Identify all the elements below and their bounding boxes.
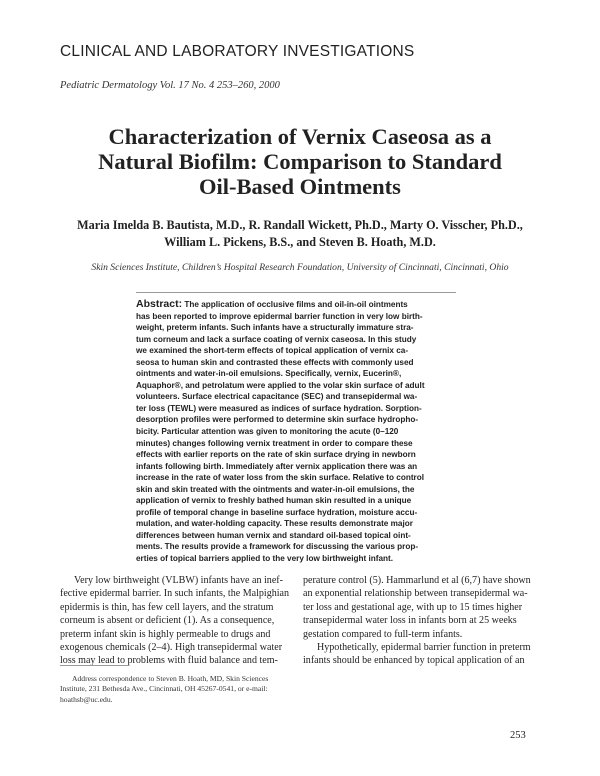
body-line: preterm infant skin is highly permeable to drugs and — [60, 628, 271, 640]
body-line: gestation compared to full-term infants. — [303, 628, 463, 640]
body-line: Very low birthweight (VLBW) infants have an inef- — [74, 575, 283, 586]
title-line: Natural Biofilm: Comparison to Standard — [98, 149, 502, 174]
abstract-line: mulation, and water-holding capacity. These results demonstrate major — [136, 519, 413, 529]
footnote-divider — [60, 665, 128, 666]
abstract-line: Aquaphor®, and petrolatum were applied to the volar skin surface of adult — [136, 380, 425, 390]
footnote-line: Address correspondence to Steven B. Hoath, MD, Skin Sciences — [72, 674, 269, 683]
abstract-line: effects with earlier reports on the rate of skin surface drying in newborn — [136, 450, 416, 460]
footnote-line: Institute, 231 Bethesda Ave., Cincinnati, OH 45267-0541, or e-mail: — [60, 684, 268, 694]
body-line: an exponential relationship between transepidermal wa- — [303, 588, 528, 600]
author-line: William L. Pickens, B.S., and Steven B. Hoath, M.D. — [164, 235, 436, 249]
title-line: Characterization of Vernix Caseosa as a — [108, 124, 492, 149]
article-title — [60, 124, 540, 199]
abstract-line: profile of temporal change in baseline surface hydration, moisture accu- — [136, 507, 418, 517]
abstract-line: infants following birth. Immediately after vernix application there was an — [136, 461, 418, 471]
body-line: epidermis is thin, has few cell layers, and the stratum — [60, 601, 274, 613]
footnote-line: hoathsb@uc.edu. — [60, 694, 113, 704]
abstract-line: tum corneum and lack a surface coating of vernix caseosa. In this study — [136, 334, 417, 344]
title-line: Oil-Based Ointments — [199, 174, 401, 199]
author-list — [60, 217, 540, 251]
body-line: fective epidermal barrier. In such infants, the Malpighian — [60, 588, 290, 600]
abstract-label: Abstract: — [136, 298, 183, 310]
body-line: Hypothetically, epidermal barrier function in preterm — [317, 642, 531, 654]
abstract — [136, 299, 456, 565]
body-line: exogenous chemicals (2–4). High transepidermal water — [60, 642, 283, 654]
abstract-line: bicity. Particular attention was given to monitoring the acute (0–120 — [136, 427, 399, 437]
abstract-line: we examined the short-term effects of topical application of vernix ca- — [136, 346, 409, 356]
body-line: perature control (5). Hammarlund et al (6,7) have shown — [303, 575, 531, 586]
abstract-line: increase in the rate of water loss from the skin surface. Relative to control — [136, 473, 425, 483]
abstract-line: ointments and water-in-oil emulsions. Specifically, vernix, Eucerin®, — [136, 369, 402, 379]
page-number: 253 — [510, 730, 526, 741]
abstract-text-start: The application of occlusive films and oil-in-oil ointments — [184, 300, 408, 309]
body-column-left — [60, 574, 300, 668]
body-line: loss may lead to problems with fluid balance and tem- — [60, 655, 278, 667]
abstract-line: minutes) changes following vernix treatment in order to compare these — [136, 438, 413, 448]
body-line: corneum is absent or deficient (1). As a consequence, — [60, 615, 275, 627]
abstract-line: erties of topical barriers applied to the very low birthweight infant. — [136, 554, 394, 564]
abstract-line: desorption profiles were performed to determine skin surface hydropho- — [136, 415, 419, 425]
abstract-line: ter loss (TEWL) were measured as indices of surface hydration. Sorption- — [136, 403, 422, 413]
abstract-line: seosa to human skin and contrasted these effects with commonly used — [136, 357, 414, 367]
body-line: infants should be enhanced by topical application of an — [303, 655, 525, 667]
abstract-line: application of vernix to freshly bathed human skin resulted in a unique — [136, 496, 412, 506]
abstract-divider — [136, 292, 456, 293]
abstract-first-line — [136, 299, 456, 311]
abstract-line: skin and skin treated with the ointments and water-in-oil emulsions, the — [136, 484, 415, 494]
author-line: Maria Imelda B. Bautista, M.D., R. Randall Wickett, Ph.D., Marty O. Visscher, Ph.D., — [77, 218, 523, 232]
body-column-right — [303, 574, 543, 668]
section-label: CLINICAL AND LABORATORY INVESTIGATIONS — [60, 43, 415, 60]
abstract-line: differences between human vernix and standard oil-based topical oint- — [136, 530, 411, 540]
abstract-line: ments. The results provide a framework for discussing the various prop- — [136, 542, 419, 552]
affiliation: Skin Sciences Institute, Children’s Hospital Research Foundation, University of Cincinnati, Cincinnati, Ohio — [91, 262, 509, 273]
correspondence-footnote — [60, 674, 300, 705]
abstract-line: has been reported to improve epidermal barrier function in very low birth- — [136, 311, 423, 321]
journal-citation: Pediatric Dermatology Vol. 17 No. 4 253–260, 2000 — [60, 80, 280, 91]
abstract-line: volunteers. Surface electrical capacitance (SEC) and transepidermal wa- — [136, 392, 418, 402]
body-line: ter loss and gestational age, with up to 15 times higher — [303, 601, 523, 613]
body-line: transepidermal water loss in infants born at 25 weeks — [303, 615, 517, 627]
abstract-line: weight, preterm infants. Such infants have a structurally immature stra- — [136, 323, 414, 333]
